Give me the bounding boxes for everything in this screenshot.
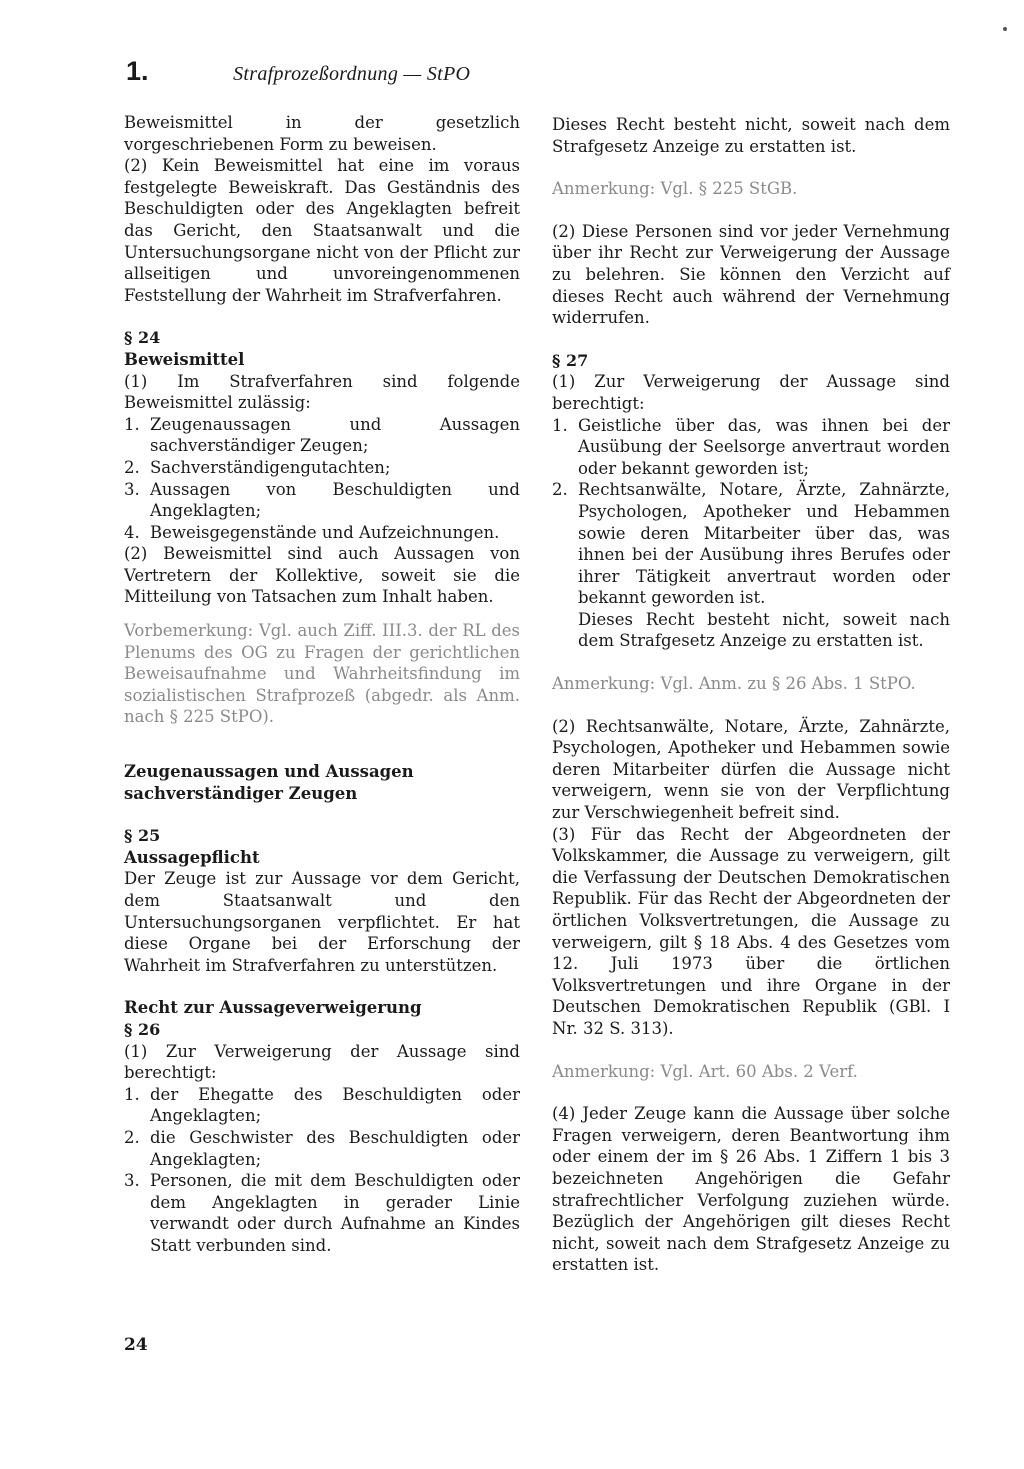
section-27-paragraph-2: (2) Rechtsanwälte, Notare, Ärzte, Zahnärzte, Psychologen, Apotheker und Hebammen sowie deren Mitarbeiter dürfen die Aussage nicht verweigern, wenn sie von der Verpflichtung zur Verschwiegenheit befreit sind. bbox=[552, 716, 950, 823]
section-24-paragraph-1: (1) Im Strafverfahren sind folgende Beweismittel zulässig: bbox=[124, 371, 520, 413]
section-26-paragraph-1: (1) Zur Verweigerung der Aussage sind berechtigt: bbox=[124, 1041, 520, 1083]
paragraph-23-2: (2) Kein Beweismittel hat eine im voraus festgelegte Beweiskraft. Das Geständnis des Beschuldigten oder des Angeklagten befreit das Gericht, den Staatsanwalt und die Untersuchungsorgane nicht von der Pflicht zur allseitigen und unvoreingenommenen Feststellung der Wahrheit im Strafverfahren. bbox=[124, 156, 520, 305]
running-title: Strafprozeßordnung — StPO bbox=[233, 63, 471, 85]
list-item: 3. Personen, die mit dem Beschuldigten oder dem Angeklagten in gerader Linie verwandt oder durch Aufnahme an Kindes Statt verbunden sind. bbox=[124, 1171, 520, 1255]
section-26-list bbox=[124, 1084, 520, 1257]
group-title-line-1: Zeugenaussagen und Aussagen bbox=[124, 762, 414, 782]
list-item: 4. Beweisgegenstände und Aufzeichnungen. bbox=[124, 522, 500, 542]
list-item: 1. der Ehegatte des Beschuldigten oder Angeklagten; bbox=[124, 1084, 520, 1126]
section-24-number: § 24 bbox=[124, 328, 161, 348]
section-27-paragraph-1: (1) Zur Verweigerung der Aussage sind berechtigt: bbox=[552, 372, 950, 413]
scan-speck bbox=[1003, 27, 1007, 31]
section-26-paragraph-2: (2) Diese Personen sind vor jeder Vernehmung über ihr Recht zur Verweigerung der Aussage zu belehren. Sie können den Verzicht auf dieses Recht auch während der Vernehmung widerrufen. bbox=[552, 221, 950, 328]
section-26-continuation: Dieses Recht besteht nicht, soweit nach dem Strafgesetz Anzeige zu erstatten ist. bbox=[552, 115, 950, 156]
list-item: 1. Zeugenaussagen und Aussagen sachverständiger Zeugen; bbox=[124, 414, 520, 456]
list-item: 3. Aussagen von Beschuldigten und Angeklagten; bbox=[124, 479, 520, 521]
section-27-paragraph-3: (3) Für das Recht der Abgeordneten der Volkskammer, die Aussage zu verweigern, gilt die Verfassung der Deutschen Demokratischen Republik. Für das Recht der Abgeordneten der örtlichen Volksvertretungen, die Aussage zu verweigern, gilt § 18 Abs. 4 des Gesetzes vom 12. Juli 1973 über die örtlichen Volksvertretungen und ihre Organe in der Deutschen Demokratischen Republik (GBl. I Nr. 32 S. 313). bbox=[552, 824, 950, 1038]
section-24-list bbox=[124, 414, 520, 544]
section-26-number: § 26 bbox=[124, 1019, 161, 1039]
section-25-text: Der Zeuge ist zur Aussage vor dem Gericht, dem Staatsanwalt und den Untersuchungsorganen verpflichtet. Er hat diese Organe bei der Erforschung der Wahrheit im Strafverfahren zu unterstützen. bbox=[124, 869, 520, 975]
list-item: 1. Geistliche über das, was ihnen bei der Ausübung der Seelsorge anvertraut worden oder bekannt geworden ist; bbox=[552, 415, 950, 478]
paragraph-intro: Beweismittel in der gesetzlich vorgeschriebenen Form zu beweisen. bbox=[124, 113, 520, 154]
page-number: 24 bbox=[124, 1335, 148, 1355]
section-27-note-2: Anmerkung: Vgl. Art. 60 Abs. 2 Verf. bbox=[552, 1061, 858, 1081]
list-item: 2. die Geschwister des Beschuldigten oder Angeklagten; bbox=[124, 1127, 520, 1169]
section-26-title: Recht zur Aussageverweigerung bbox=[124, 998, 422, 1018]
section-25-title: Aussagepflicht bbox=[124, 847, 260, 867]
section-24-paragraph-2: (2) Beweismittel sind auch Aussagen von Vertretern der Kollektive, soweit sie die Mitteilung von Tatsachen zum Inhalt haben. bbox=[124, 544, 520, 607]
right-column bbox=[552, 114, 950, 1276]
section-27-list bbox=[552, 415, 950, 609]
section-26-note: Anmerkung: Vgl. § 225 StGB. bbox=[552, 179, 798, 199]
section-24-preliminary-note: Vorbemerkung: Vgl. auch Ziff. III.3. der RL des Plenums des OG zu Fragen der gerichtlichen Beweisaufnahme und Wahrheitsfindung im sozialistischen Strafprozeß (abgedr. als Anm. nach § 225 StPO). bbox=[124, 621, 520, 727]
list-item: 2. Rechtsanwälte, Notare, Ärzte, Zahnärzte, Psychologen, Apotheker und Hebammen sowie deren Mitarbeiter über das, was ihnen bei der Ausübung ihres Berufes oder ihrer Tätigkeit anvertraut worden oder bekannt geworden ist. bbox=[552, 480, 950, 608]
chapter-number: 1. bbox=[126, 56, 149, 86]
section-25-number: § 25 bbox=[124, 826, 161, 846]
section-24-title: Beweismittel bbox=[124, 349, 245, 369]
group-title-line-2: sachverständiger Zeugen bbox=[124, 783, 358, 803]
left-column bbox=[124, 112, 520, 1257]
page-header bbox=[126, 56, 470, 87]
section-27-list-continuation: Dieses Recht besteht nicht, soweit nach dem Strafgesetz Anzeige zu erstatten ist. bbox=[578, 609, 950, 651]
section-27-number: § 27 bbox=[552, 350, 589, 370]
list-item: 2. Sachverständigengutachten; bbox=[124, 457, 391, 477]
section-27-note-1: Anmerkung: Vgl. Anm. zu § 26 Abs. 1 StPO. bbox=[552, 674, 916, 694]
section-27-paragraph-4: (4) Jeder Zeuge kann die Aussage über solche Fragen verweigern, deren Beantwortung ihm oder einem der im § 26 Abs. 1 Ziffern 1 bis 3 bezeichneten Angehörigen die Gefahr strafrechtlicher Verfolgung zuziehen würde. Bezüglich der Angehörigen gilt dieses Recht nicht, soweit nach dem Strafgesetz Anzeige zu erstatten ist. bbox=[552, 1104, 950, 1275]
